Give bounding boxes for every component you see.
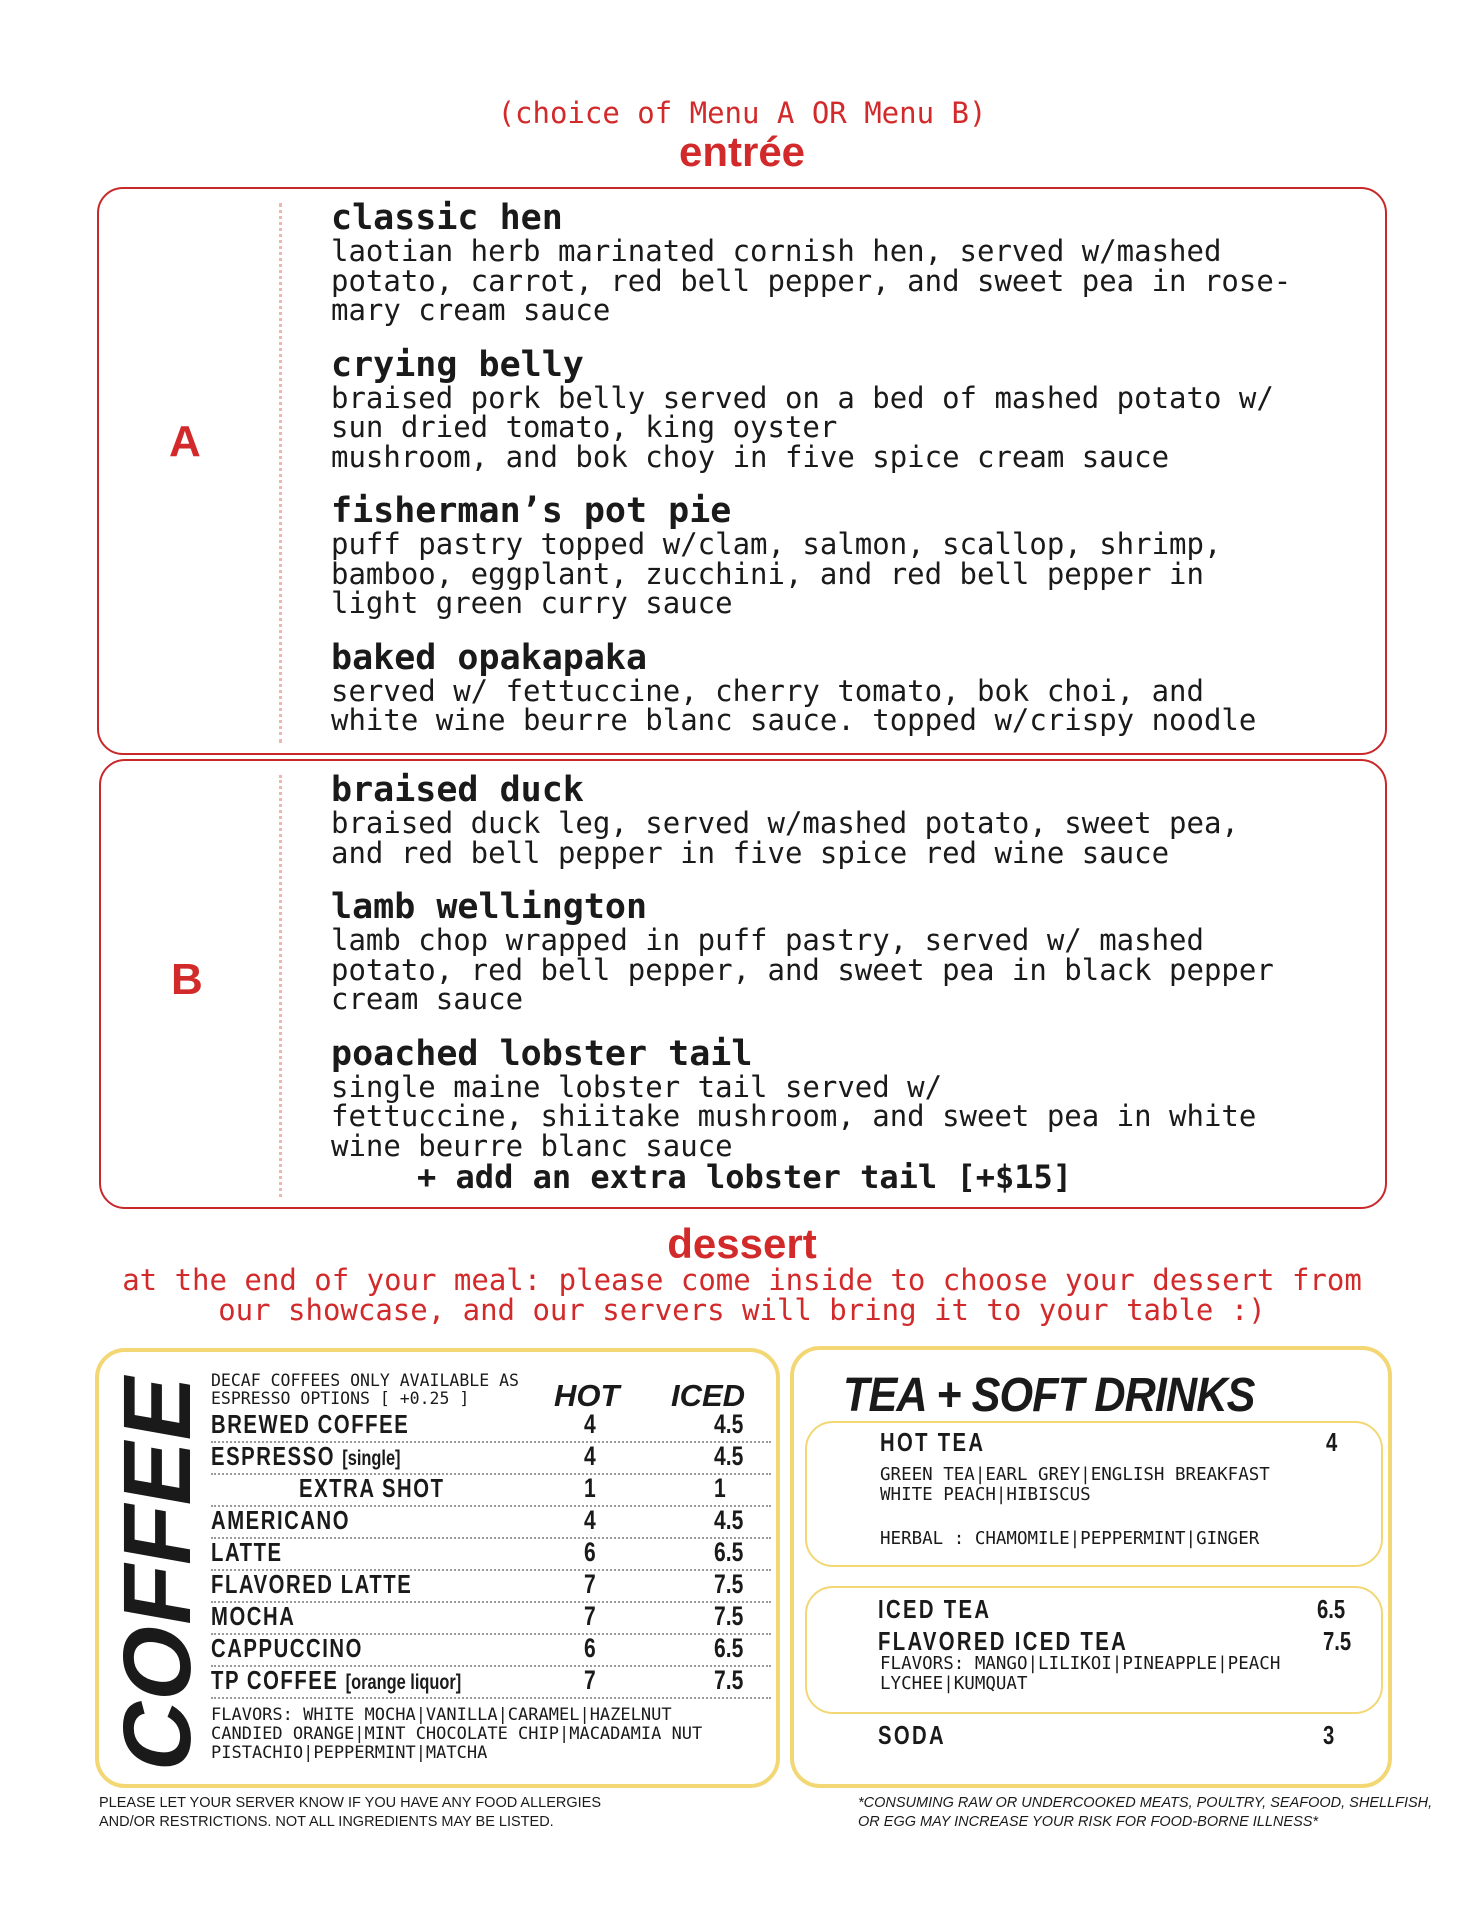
coffee-row [211,1601,771,1635]
item-name: braised duck [331,770,584,810]
menu-b-box [99,759,1387,1209]
desc-line: white wine beurre blanc sauce. topped w/crispy noodle [331,703,1257,737]
desc-line: and red bell pepper in five spice red wine sauce [331,835,1170,870]
coffee-name: MOCHA [211,1601,296,1631]
coffee-title: COFFEE [104,1364,211,1780]
coffee-row [211,1569,771,1603]
menu-item [331,1035,1365,1194]
herbal-tea-list [880,1529,1259,1549]
coffee-iced-price: 6.5 [714,1537,744,1567]
dessert-note-line: our showcase, and our servers will bring it to your table :) [218,1293,1266,1327]
desc-line: lamb chop wrapped in puff pastry, served w/ mashed [331,923,1204,957]
allergy-notice [99,1794,601,1832]
consumer-advisory [858,1794,1432,1832]
decaf-note [211,1372,519,1408]
menu-item [331,639,1365,736]
coffee-iced-price: 1 [714,1473,726,1503]
hot-tea-name: HOT TEA [880,1427,986,1457]
menu-item [331,199,1365,326]
footer-line: *CONSUMING RAW OR UNDERCOOKED MEATS, POULTRY, SEAFOOD, SHELLFISH, [858,1795,1433,1811]
hot-tea-price: 4 [1326,1427,1338,1457]
tea-list-line: FLAVORS: MANGO|LILIKOI|PINEAPPLE|PEACH [880,1654,1281,1674]
menu-item [331,492,1365,619]
item-description [331,380,1365,474]
iced-tea-flavors [880,1654,1280,1694]
item-description [331,673,1365,737]
iced-tea-box [805,1586,1383,1714]
desc-line: braised pork belly served on a bed of mashed potato w/ [331,380,1274,415]
iced-column-header: ICED [671,1378,746,1413]
coffee-box [95,1348,780,1788]
tea-title: TEA + SOFT DRINKS [843,1369,1255,1422]
coffee-name: LATTE [211,1537,283,1567]
extra-lobster-addon: + add an extra lobster tail [+$15] [417,1158,1073,1196]
divider [279,203,282,743]
coffee-iced-price: 7.5 [714,1601,744,1631]
desc-line: mushroom, and bok choy in five spice cream sauce [331,439,1170,474]
entree-heading: entrée [678,128,806,175]
item-description [331,923,1365,1016]
coffee-name: BREWED COFFEE [211,1409,410,1439]
coffee-name: TP COFFEE [orange liquor] [211,1665,462,1695]
menu-a-items [331,199,1365,736]
item-name: lamb wellington [331,887,648,927]
desc-line: bamboo, eggplant, zucchini, and red bell pepper in [331,556,1204,591]
item-description [331,1069,1365,1163]
coffee-row [211,1441,771,1475]
coffee-hot-price: 4 [584,1505,596,1535]
coffee-iced-price: 4.5 [714,1505,744,1535]
footer-line: PLEASE LET YOUR SERVER KNOW IF YOU HAVE ANY FOOD ALLERGIES [99,1795,602,1811]
footer-line: AND/OR RESTRICTIONS. NOT ALL INGREDIENTS MAY BE LISTED. [99,1814,554,1830]
decaf-note-line: DECAF COFFEES ONLY AVAILABLE AS [211,1371,519,1390]
coffee-hot-price: 1 [584,1473,596,1503]
tea-list-line: WHITE PEACH|HIBISCUS [880,1485,1091,1505]
item-name: poached lobster tail [331,1033,753,1074]
coffee-hot-price: 7 [584,1601,596,1631]
footer-line: OR EGG MAY INCREASE YOUR RISK FOR FOOD-BORNE ILLNESS* [858,1814,1319,1830]
flavor-line: FLAVORS: WHITE MOCHA|VANILLA|CARAMEL|HAZELNUT [211,1705,672,1725]
desc-line: puff pastry topped w/clam, salmon, scallop, shrimp, [331,527,1222,561]
coffee-hot-price: 7 [584,1569,596,1599]
desc-line: potato, carrot, red bell pepper, and sweet pea in rose- [331,263,1292,298]
coffee-iced-price: 7.5 [714,1569,744,1599]
item-name: crying belly [331,344,584,385]
coffee-iced-price: 6.5 [714,1633,744,1663]
flavored-iced-tea-price: 7.5 [1323,1626,1352,1656]
coffee-hot-price: 6 [584,1633,596,1663]
desc-line: potato, red bell pepper, and sweet pea in black pepper [331,952,1274,987]
coffee-name: FLAVORED LATTE [211,1569,413,1599]
item-description [331,806,1365,870]
item-description [331,234,1365,327]
desc-line: wine beurre blanc sauce [331,1128,733,1163]
coffee-name: CAPPUCCINO [211,1633,363,1663]
menu-item [331,346,1365,473]
coffee-row [211,1537,771,1571]
desc-line: braised duck leg, served w/mashed potato, sweet pea, [331,806,1239,840]
coffee-name: ESPRESSO [single] [211,1441,401,1471]
menu-choice-note: (choice of Menu A OR Menu B) [497,96,987,130]
coffee-name: EXTRA SHOT [299,1473,445,1503]
flavored-iced-tea-name: FLAVORED ICED TEA [878,1626,1129,1656]
flavor-line: CANDIED ORANGE|MINT CHOCOLATE CHIP|MACADAMIA NUT [211,1724,703,1744]
coffee-hot-price: 7 [584,1665,596,1695]
hot-tea-box [805,1421,1383,1567]
item-name: fisherman’s pot pie [331,491,732,531]
desc-line: laotian herb marinated cornish hen, served w/mashed [331,234,1222,268]
menu-item [331,888,1365,1015]
coffee-row [211,1633,771,1667]
soda-price: 3 [1323,1720,1335,1750]
dessert-note [0,1265,1484,1325]
coffee-iced-price: 7.5 [714,1665,744,1695]
coffee-subtext: [orange liquor] [345,1671,462,1694]
coffee-name: AMERICANO [211,1505,351,1535]
menu-a-letter: A [169,417,201,466]
coffee-row [211,1505,771,1539]
desc-line: sun dried tomato, king oyster [331,410,838,444]
item-name: classic hen [331,198,563,238]
hot-tea-list [880,1465,1270,1505]
desc-line: served w/ fettuccine, cherry tomato, bok choi, and [331,673,1204,708]
desc-line: cream sauce [331,982,524,1016]
flavor-line: PISTACHIO|PEPPERMINT|MATCHA [211,1743,488,1763]
coffee-hot-price: 6 [584,1537,596,1567]
coffee-iced-price: 4.5 [714,1409,744,1439]
tea-list-line: LYCHEE|KUMQUAT [880,1674,1028,1694]
menu-b-items [331,770,1365,1196]
coffee-subtext: [single] [342,1447,401,1470]
coffee-iced-price: 4.5 [714,1441,744,1471]
coffee-flavors [211,1706,702,1763]
tea-list-line: GREEN TEA|EARL GREY|ENGLISH BREAKFAST [880,1465,1270,1485]
iced-tea-name: ICED TEA [878,1594,992,1624]
tea-box [790,1346,1392,1788]
coffee-hot-price: 4 [584,1441,596,1471]
desc-line: light green curry sauce [331,586,733,620]
menu-item [331,771,1365,868]
soda-name: SODA [878,1720,946,1750]
item-name: baked opakapaka [331,637,648,678]
desc-line: fettuccine, shiitake mushroom, and sweet pea in white [331,1099,1257,1133]
iced-tea-price: 6.5 [1317,1594,1346,1624]
dessert-heading: dessert [667,1220,817,1267]
coffee-row [211,1665,771,1699]
coffee-row [211,1409,771,1443]
coffee-row [211,1473,771,1507]
menu-b-letter: B [171,955,203,1004]
tea-list-line: HERBAL : CHAMOMILE|PEPPERMINT|GINGER [880,1529,1260,1549]
desc-line: mary cream sauce [331,293,611,327]
menu-a-box [97,187,1387,755]
coffee-hot-price: 4 [584,1409,596,1439]
desc-line: single maine lobster tail served w/ [331,1069,943,1104]
divider [279,775,282,1197]
dessert-note-line: at the end of your meal: please come inside to choose your dessert from [122,1263,1362,1297]
coffee-title-container [104,1364,211,1780]
hot-column-header: HOT [554,1378,620,1413]
decaf-note-line: ESPRESSO OPTIONS [ +0.25 ] [211,1389,470,1408]
item-description [331,527,1365,620]
